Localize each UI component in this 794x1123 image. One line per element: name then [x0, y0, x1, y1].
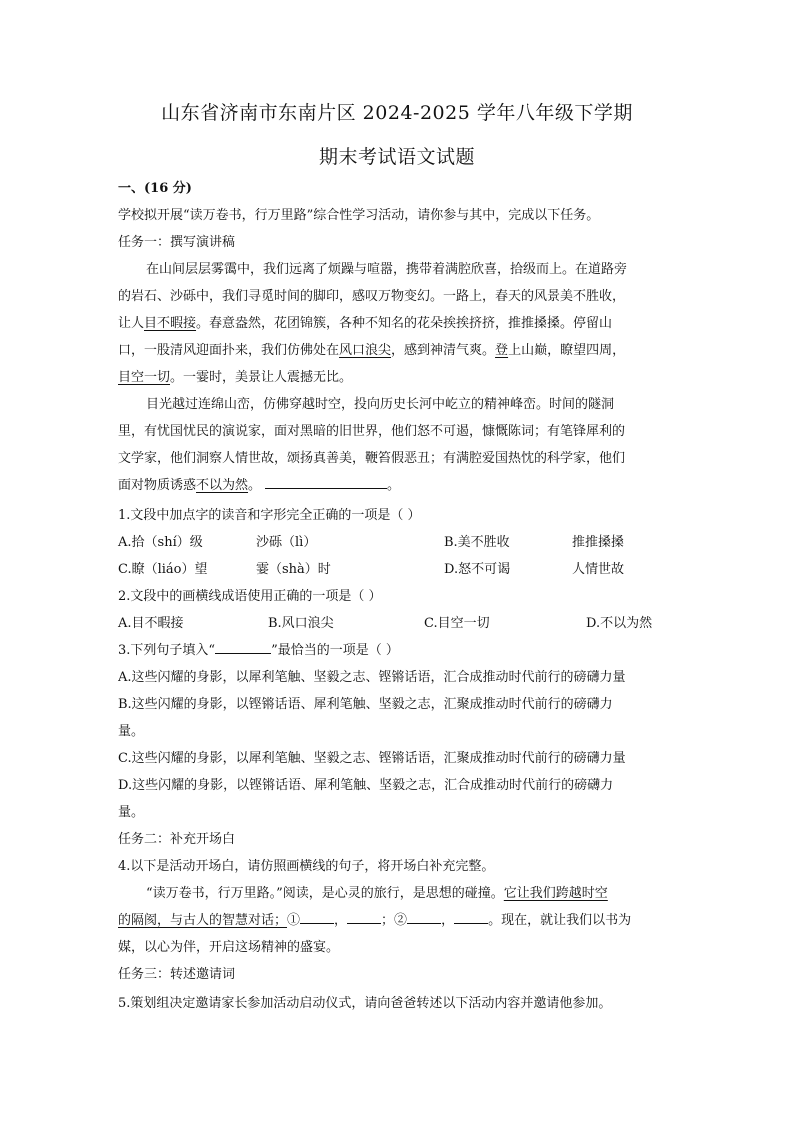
- q2-option-b[interactable]: B.风口浪尖: [268, 616, 334, 631]
- q1-stem: 1.文段中加点字的读音和字形完全正确的一项是（ ）: [118, 508, 421, 523]
- q4-comma-2: ，: [441, 913, 455, 928]
- q3-stem-start: 3.下列句子填入“: [118, 643, 216, 658]
- p2-line4: [118, 473, 678, 499]
- p1-line3-rest: 。春意盎然，花团锦簇，各种不知名的花朵挨挨挤挤，推推搡搡。停留山: [196, 316, 613, 331]
- task2-heading: 任务二：补充开场白: [118, 832, 236, 847]
- p1-line4: [118, 338, 678, 364]
- task3-heading: 任务三：转述邀请词: [118, 967, 236, 982]
- q3-option-d-cont: 量。: [118, 805, 145, 820]
- q1-option-b-extra: 推推搡搡: [572, 535, 625, 550]
- p2-line1: 目光越过连绵山峦，仿佛穿越时空，投向历史长河中屹立的精神峰峦。时间的隧洞: [146, 397, 615, 412]
- p2-line2: 里，有忧国忧民的演说家，面对黑暗的旧世界，他们怒不可遏，慷慨陈词；有笔锋犀利的: [118, 424, 626, 439]
- q1-option-b[interactable]: B.美不胜收: [444, 535, 510, 550]
- q4-model-sentence-part2: 的隔阂，与古人的智慧对话；: [118, 913, 288, 928]
- p2-line4-period: 。: [248, 478, 262, 493]
- q3-stem-blank: [215, 639, 271, 654]
- exam-title-line1: 山东省济南市东南片区 2024-2025 学年八年级下学期: [161, 102, 633, 124]
- section-heading: 一、(16 分): [118, 181, 192, 196]
- p1-line3-text: 让人: [118, 316, 145, 331]
- section-intro: 学校拟开展“读万卷书，行万里路”综合性学习活动，请你参与其中，完成以下任务。: [118, 208, 600, 223]
- q4-line2: [118, 908, 678, 934]
- q2-option-c[interactable]: C.目空一切: [424, 616, 490, 631]
- underlined-deng: 登: [495, 343, 509, 358]
- p2-line4-text: 面对物质诱惑: [118, 478, 197, 493]
- p2-line3: 文学家，他们洞察人情世故，颂扬真善美，鞭笞假恶丑；有满腔爱国热忱的科学家，他们: [118, 451, 626, 466]
- q3-stem-end: ”最恰当的一项是（ ）: [271, 643, 399, 658]
- task1-heading: 任务一：撰写演讲稿: [118, 235, 236, 250]
- q2-option-d[interactable]: D.不以为然: [586, 616, 653, 631]
- q4-model-sentence-part1: 它让我们跨越时空: [503, 886, 608, 901]
- q2-stem: 2.文段中的画横线成语使用正确的一项是（ ）: [118, 589, 382, 604]
- q1-option-d[interactable]: D.怒不可谒: [444, 562, 511, 577]
- q3-option-d[interactable]: D.这些闪耀的身影，以铿锵话语、犀利笔触、坚毅之志，汇合成推动时代前行的磅礴力: [118, 778, 614, 793]
- q3-stem: [118, 638, 678, 664]
- idiom-fengkoulangjian: 风口浪尖: [339, 343, 392, 358]
- q4-marker-2: ；②: [381, 913, 408, 928]
- q3-option-a[interactable]: A.这些闪耀的身影，以犀利笔触、坚毅之志、铿锵话语，汇合成推动时代前行的磅礴力量: [118, 670, 626, 685]
- p2-line4-end: 。: [387, 478, 401, 493]
- q4-marker-1: ①: [287, 913, 301, 928]
- p1-line2: 的岩石、沙砾中，我们寻觅时间的脚印，感叹万物变幻。一路上，春天的风景美不胜收，: [118, 289, 626, 304]
- p1-line4-rest: 上山巅，瞭望四周，: [508, 343, 626, 358]
- p1-line5-rest: 。一霎时，美景让人震撼无比。: [170, 370, 353, 385]
- p1-line4-text: 口，一股清风迎面扑来，我们仿佛处在: [118, 343, 340, 358]
- q2-option-a[interactable]: A.目不暇接: [118, 616, 184, 631]
- q4-line2-rest: 。现在，就让我们以书为: [488, 913, 632, 928]
- idiom-buyiweiran: 不以为然: [196, 478, 249, 493]
- p1-line4-mid: ，感到神清气爽。: [391, 343, 496, 358]
- exam-title-line2: 期末考试语文试题: [318, 146, 475, 168]
- idiom-mukongyiqie: 目空一切: [118, 370, 171, 385]
- q4-blank-2b[interactable]: [454, 909, 488, 924]
- p1-line5: [118, 365, 678, 391]
- q4-line1: [146, 881, 678, 907]
- p1-line1: 在山间层层雾霭中，我们远离了烦躁与喧嚣，携带着满腔欣喜，拾级而上。在道路旁: [146, 262, 628, 277]
- q4-blank-1a[interactable]: [300, 909, 334, 924]
- q4-stem: 4.以下是活动开场白，请仿照画横线的句子，将开场白补充完整。: [118, 859, 495, 874]
- answer-blank-sentence[interactable]: [265, 474, 387, 489]
- q3-option-c[interactable]: C.这些闪耀的身影，以犀利笔触、坚毅之志、铿锵话语，汇聚成推动时代前行的磅礴力量: [118, 751, 626, 766]
- q4-line3: 媒，以心为伴，开启这场精神的盛宴。: [118, 940, 340, 955]
- q1-option-c[interactable]: C.瞭（liáo）望: [118, 562, 208, 577]
- q4-comma-1: ，: [334, 913, 348, 928]
- q1-option-d-extra: 人情世故: [572, 562, 625, 577]
- q4-blank-1b[interactable]: [347, 909, 381, 924]
- q1-option-a-extra: 沙砾（lì）: [256, 535, 317, 550]
- p1-line3: [118, 311, 678, 337]
- q3-option-b-cont: 量。: [118, 724, 145, 739]
- q1-option-c-extra: 霎（shà）时: [256, 562, 331, 577]
- q4-line1-text: “读万卷书，行万里路。”阅读，是心灵的旅行，是思想的碰撞。: [146, 886, 504, 901]
- q4-blank-2a[interactable]: [407, 909, 441, 924]
- q3-option-b[interactable]: B.这些闪耀的身影，以铿锵话语、犀利笔触、坚毅之志，汇聚成推动时代前行的磅礴力: [118, 697, 613, 712]
- idiom-mubuxiajie: 目不暇接: [144, 316, 197, 331]
- q5-stem: 5.策划组决定邀请家长参加活动启动仪式，请向爸爸转述以下活动内容并邀请他参加。: [118, 996, 612, 1011]
- q1-option-a[interactable]: A.拾（shí）级: [118, 535, 203, 550]
